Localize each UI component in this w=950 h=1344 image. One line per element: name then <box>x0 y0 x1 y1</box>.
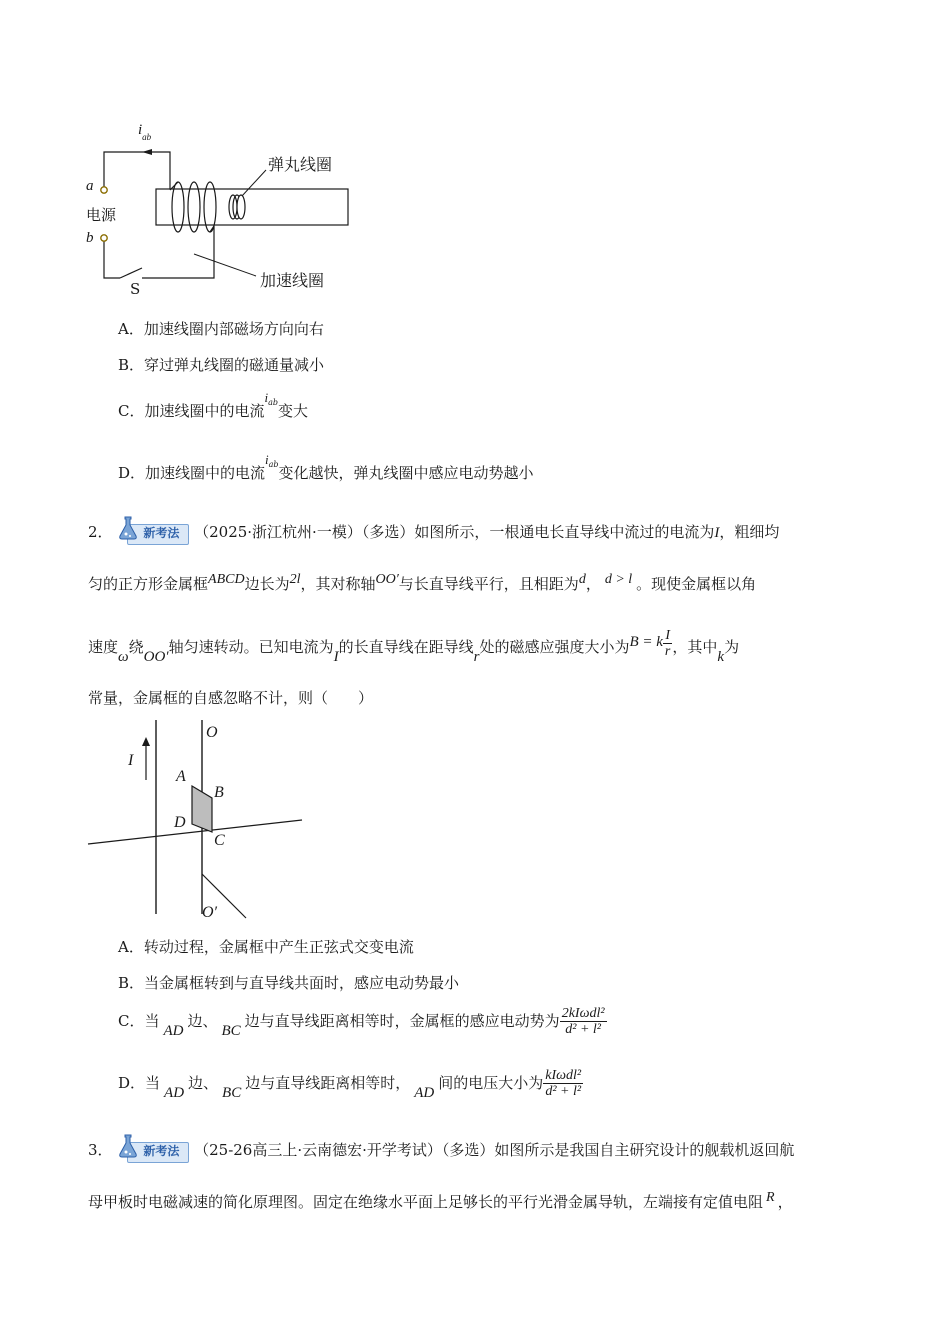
terminal-a-label: a <box>86 178 94 194</box>
q1-option-c[interactable]: C．加速线圈中的电流$i^{ab}$变大 <box>118 390 309 420</box>
figure-rotating-frame <box>86 720 316 925</box>
voltage-fraction: $\frac{\text{kIωdl²}}{\text{d² + l²}}$ <box>545 1068 582 1100</box>
rotating-frame-diagram <box>86 720 316 925</box>
q1-option-d[interactable]: D．加速线圈中的电流$i^{ab}$变化越快，弹丸线圈中感应电动势越小 <box>118 452 534 482</box>
current-label: $i_{ab}$ <box>138 122 152 142</box>
terminal-b-label: b <box>86 230 94 246</box>
q2-option-b[interactable]: B．当金属框转到与直导线共面时，感应电动势最小 <box>118 974 460 992</box>
flask-icon <box>117 515 139 541</box>
switch-label: S <box>130 280 141 298</box>
q2-line-1: 2． 新考法 （2025·浙江杭州·一模）（多选）如图所示，一根通电长直导线中流过的电流为I，粗细均 <box>88 520 779 545</box>
vertex-B-label: B <box>214 784 224 801</box>
q2-line-2: 匀的正方形金属框ABCD边长为2l，其对称轴OO′与长直导线平行，且相距为d， d > l 。现使金属框以角 <box>88 572 757 593</box>
q2-line-4: 常量，金属框的自感忽略不计，则（ ） <box>88 689 374 707</box>
railgun-diagram <box>80 118 380 303</box>
q2-line-3: 速度ω绕OO′轴匀速转动。已知电流为I的长直导线在距导线r处的磁感应强度大小为B = k $\frac{I}{r}$ ，其中k为 <box>88 628 740 665</box>
figure-railgun <box>80 118 380 303</box>
q2-option-d[interactable]: D．当AD边、BC边与直导线距离相等时，AD间的电压大小为 $\frac{\text{kIωdl²}}{\text{d² + l²}}$ <box>118 1068 582 1101</box>
q1-option-a[interactable]: A．加速线圈内部磁场方向向右 <box>118 320 324 338</box>
q3-line-1: 3． 新考法 （25-26高三上·云南德宏·开学考试）（多选）如图所示是我国自主研究设计的舰载机返回航 <box>88 1138 794 1163</box>
q2-option-a[interactable]: A．转动过程，金属框中产生正弦式交变电流 <box>118 938 414 956</box>
acceleration-coil-label: 加速线圈 <box>260 271 325 290</box>
flask-icon <box>117 1133 139 1159</box>
vertex-C-label: C <box>214 832 225 849</box>
q3-line-2: 母甲板时电磁减速的简化原理图。固定在绝缘水平面上足够长的平行光滑金属导轨，左端接有定值电阻 R ， <box>88 1190 793 1211</box>
q2-option-c[interactable]: C．当AD边、BC边与直导线距离相等时，金属框的感应电动势为 $\frac{\text{2kIωdl²}}{\text{d² + l²}}$ <box>118 1006 605 1039</box>
b-field-fraction: $\frac{I}{r}$ <box>664 628 671 660</box>
vertex-D-label: D <box>174 814 186 831</box>
new-method-badge: 新考法 <box>117 1139 189 1163</box>
emf-fraction: $\frac{\text{2kIωdl²}}{\text{d² + l²}}$ <box>561 1006 605 1038</box>
q2-number: 2． <box>88 523 113 541</box>
new-method-badge: 新考法 <box>117 521 189 545</box>
axis-O-prime-label: O′ <box>202 904 218 921</box>
vertex-A-label: A <box>176 768 186 785</box>
axis-O-label: O <box>206 724 218 741</box>
current-I-label: I <box>128 752 134 769</box>
projectile-coil-label: 弹丸线圈 <box>268 155 333 174</box>
q1-option-b[interactable]: B．穿过弹丸线圈的磁通量减小 <box>118 356 325 374</box>
q3-number: 3． <box>88 1141 113 1159</box>
power-source-label: 电源 <box>86 206 117 224</box>
